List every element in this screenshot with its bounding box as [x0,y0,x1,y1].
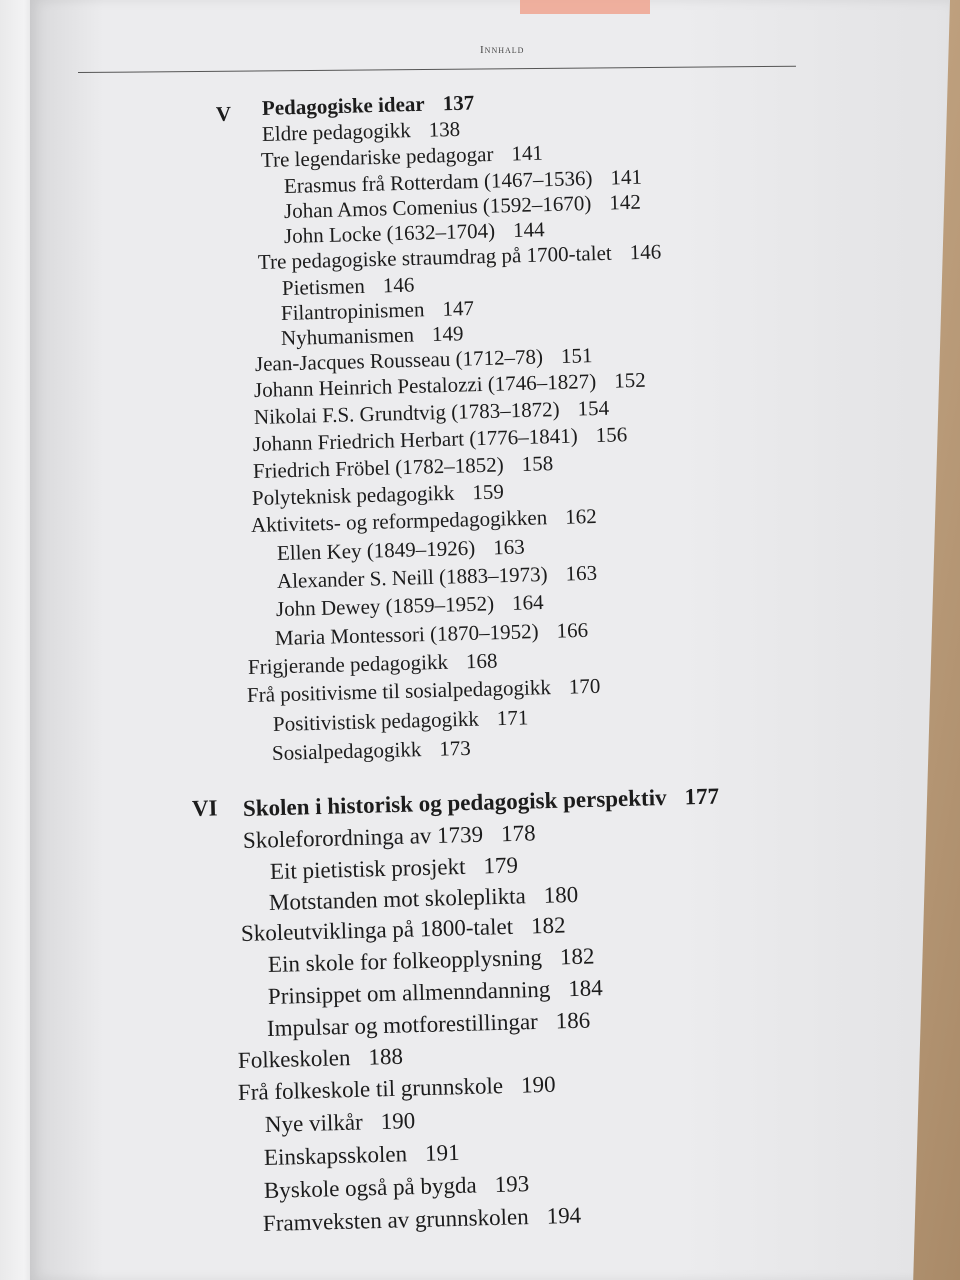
toc-entry-title: John Locke (1632–1704) [283,218,496,248]
toc-entry-page: 159 [472,479,505,505]
toc-entry-title: Pedagogiske idear [261,91,425,120]
toc-entry-page: 154 [577,395,610,421]
toc-entry-page: 149 [431,321,464,347]
toc-entry-title: Positivistisk pedagogikk [272,706,480,736]
toc-entry-page: 147 [442,295,475,321]
toc-entry-title: Frå folkeskole til grunnskole [237,1073,504,1105]
toc-entry-title: Johann Heinrich Pestalozzi (1746–1827) [253,369,597,402]
toc-entry-page: 138 [428,116,461,142]
toc-entry-title: Aktivitets- og reformpedagogikken [250,505,548,537]
toc-entry [265,1108,416,1138]
toc-entry-page: 142 [608,189,642,215]
toc-entry-page: 163 [492,534,526,560]
toc-entry-page: 190 [380,1108,416,1134]
toc-entry-title: Ein skole for folkeopplysning [267,944,543,977]
toc-entry [282,273,415,301]
running-header: Innhald [480,44,525,56]
toc-entry-page: 144 [512,217,545,242]
toc-entry-title: Sosialpedagogikk [271,737,422,765]
toc-entry-title: Skolen i historisk og pedagogisk perspektiv [242,784,667,821]
toc-entry-title: Tre legendariske pedagogar [260,141,494,172]
toc-entry-page: 191 [424,1139,460,1166]
toc-entry-page: 194 [546,1202,582,1229]
toc-entry-page: 141 [511,140,544,166]
section-numeral: V [215,101,232,126]
toc-entry-title: Skoleutviklinga på 1800-talet [240,913,514,946]
toc-entry-title: Maria Montessori (1870–1952) [274,619,539,650]
toc-entry-page: 137 [442,90,475,116]
toc-entry-title: Motstanden mot skoleplikta [268,883,527,915]
toc-entry-title: Tre pedagogiske straumdrag på 1700-talet [257,240,612,274]
toc-entry-title: Impulsar og motforestillingar [266,1008,539,1041]
toc-entry-title: Polyteknisk pedagogikk [251,480,455,510]
toc-entry-page: 179 [483,852,519,879]
toc-entry-title: Byskole også på bygda [263,1172,477,1203]
toc-entry-page: 166 [556,617,589,643]
toc-entry-title: Eldre pedagogikk [261,118,411,146]
toc-entry-title: Framveksten av grunnskolen [262,1204,529,1236]
toc-entry-title: Erasmus frå Rotterdam (1467–1536) [283,165,593,198]
toc-entry-page: 190 [520,1071,556,1098]
toc-entry-page: 162 [564,503,597,529]
toc-entry-page: 182 [530,912,566,939]
toc-entry-title: Nye vilkår [264,1109,363,1137]
toc-entry [264,1140,460,1171]
toc-entry-page: 156 [595,422,628,448]
toc-entry-page: 163 [565,560,598,586]
toc-entry-page: 182 [559,943,595,970]
toc-entry-title: Eit pietistisk prosjekt [269,853,466,884]
toc-entry-page: 141 [610,164,643,190]
toc-entry-title: Frigjerande pedagogikk [247,649,449,679]
toc-entry-page: 170 [568,673,601,699]
toc-entry [238,1044,404,1074]
toc-entry-page: 151 [560,343,593,368]
toc-entry-page: 158 [521,451,554,476]
toc-entry-page: 173 [438,735,472,761]
toc-entry-page: 184 [567,975,604,1002]
toc-entry-page: 188 [368,1043,404,1070]
toc-entry-page: 146 [629,239,662,265]
toc-entry-page: 193 [494,1171,530,1197]
toc-entry-page: 178 [500,820,536,847]
toc-entry-page: 180 [543,881,579,908]
sticky-note [520,0,650,14]
toc-entry-title: Skoleforordninga av 1739 [242,821,484,853]
toc-entry-title: Frå positivisme til sosialpedagogikk [246,675,552,707]
toc-entry-title: Pietismen [281,273,366,300]
toc-entry-title: Jean-Jacques Rousseau (1712–78) [254,344,544,376]
toc-entry-title: Filantropinismen [280,297,425,325]
toc-entry-page: 171 [496,705,529,731]
section-numeral: VI [191,795,218,821]
toc-entry-title: Johan Amos Comenius (1592–1670) [283,190,592,223]
toc-entry-title: Nyhumanismen [280,322,415,350]
toc-entry-title: Prinsippet om allmenndanning [267,976,551,1009]
toc-entry [272,736,471,766]
toc-entry-title: Ellen Key (1849–1926) [276,535,476,565]
toc-entry-title: Einskapsskolen [263,1141,408,1170]
toc-entry-title: John Dewey (1859–1952) [275,591,495,621]
toc-entry-title: Folkeskolen [237,1045,351,1073]
toc-entry-title: Nikolai F.S. Grundtvig (1783–1872) [253,397,560,429]
toc-entry-title: Johann Friedrich Herbart (1776–1841) [252,423,579,456]
toc-entry [262,117,461,147]
toc-entry-page: 177 [684,783,720,810]
toc-entry-title: Friedrich Fröbel (1782–1852) [252,452,505,483]
toc-entry-title: Alexander S. Neill (1883–1973) [276,561,548,593]
toc-entry-page: 186 [555,1007,591,1034]
toc-entry-page: 164 [511,589,544,615]
toc-entry-page: 146 [382,272,415,298]
toc-entry-page: 168 [465,648,498,674]
toc-entry-page: 152 [613,367,647,393]
